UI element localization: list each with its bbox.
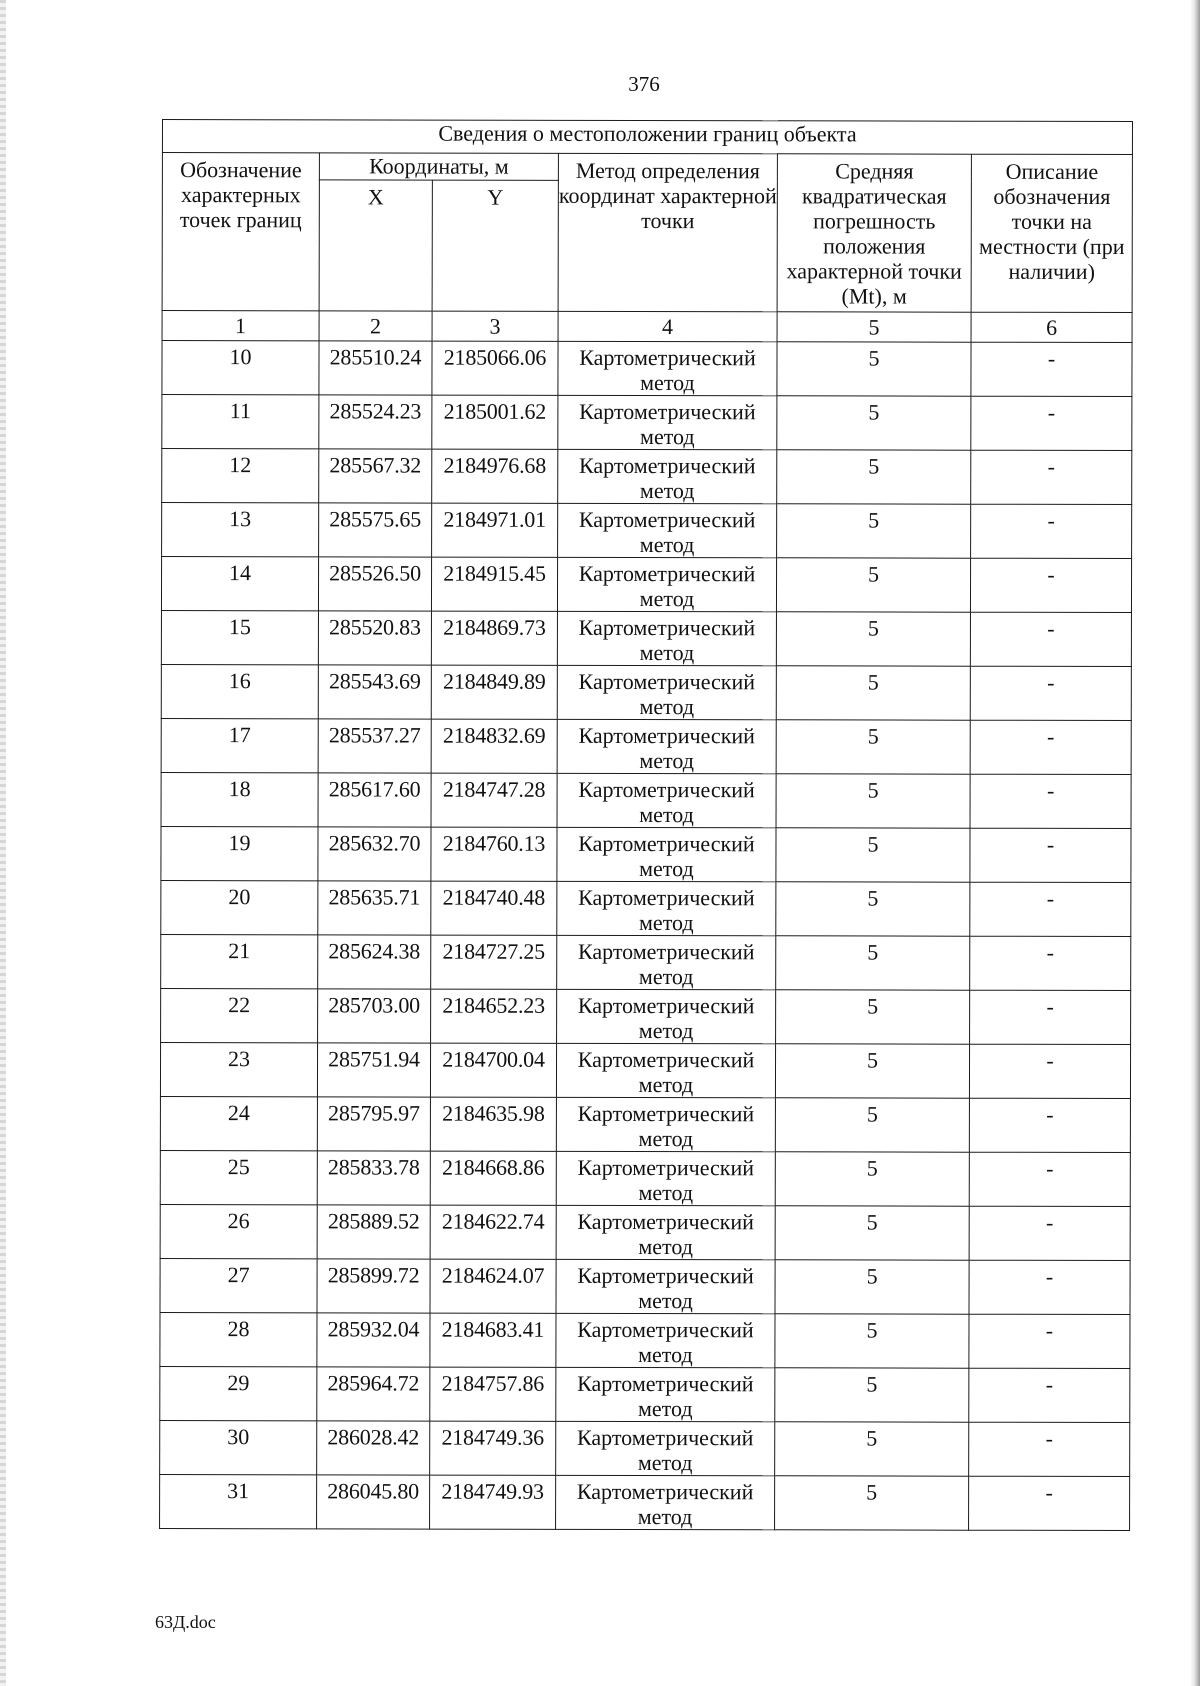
cell-x: 285964.72 [317,1367,430,1421]
table-body [160,341,1133,1531]
column-number: 6 [971,312,1132,342]
cell-y: 2184624.07 [430,1259,556,1313]
cell-error: 5 [776,936,970,990]
cell-error: 5 [777,504,971,558]
table-row [160,1150,1130,1206]
header-point: Обозначение характерных точек границ [162,153,319,311]
cell-error: 5 [775,1476,969,1530]
table-row [160,1474,1130,1530]
table-row [162,395,1132,451]
cell-method: Картометрический метод [556,1097,775,1151]
cell-error: 5 [777,396,971,450]
cell-description: - [971,342,1132,396]
cell-y: 2185066.06 [432,341,558,395]
table-caption: Сведения о местоположении границ объекта [162,120,1132,155]
scan-edge-right [1190,0,1200,1686]
cell-x: 285889.52 [317,1205,430,1259]
table-row [162,503,1132,559]
cell-method: Картометрический метод [557,989,776,1043]
cell-y: 2184832.69 [431,719,557,773]
cell-x: 285833.78 [317,1151,430,1205]
cell-point: 11 [162,395,319,449]
table-row [161,718,1131,774]
cell-y: 2184915.45 [431,557,557,611]
header-error: Средняя квадратическая погрешность положения характерной точки (Mt), м [777,154,971,312]
cell-error: 5 [775,1206,969,1260]
cell-method: Картометрический метод [556,1313,775,1367]
cell-point: 15 [161,610,318,664]
table-row [161,988,1131,1044]
cell-x: 285520.83 [318,611,431,665]
cell-description: - [970,612,1131,666]
cell-error: 5 [776,666,970,720]
cell-method: Картометрический метод [557,935,776,989]
table-row [160,1096,1130,1152]
cell-point: 21 [161,934,318,988]
cell-error: 5 [776,990,970,1044]
cell-method: Картометрический метод [556,1421,775,1475]
table-row [161,772,1131,828]
cell-y: 2184971.01 [432,503,558,557]
cell-y: 2184652.23 [431,989,557,1043]
cell-method: Картометрический метод [558,449,777,503]
cell-description: - [970,936,1131,990]
cell-point: 17 [161,718,318,772]
column-number-row [162,311,1132,343]
cell-y: 2184747.28 [431,773,557,827]
cell-x: 285624.38 [318,935,431,989]
cell-y: 2184869.73 [431,611,557,665]
cell-description: - [969,1476,1130,1530]
cell-method: Картометрический метод [557,773,776,827]
cell-method: Картометрический метод [557,827,776,881]
cell-point: 23 [160,1042,317,1096]
cell-point: 16 [161,664,318,718]
cell-x: 285575.65 [319,503,432,557]
boundary-coordinates-table [159,119,1133,1531]
cell-description: - [970,720,1131,774]
cell-point: 28 [160,1312,317,1366]
cell-description: - [969,1368,1130,1422]
cell-error: 5 [775,1314,969,1368]
cell-description: - [969,1152,1130,1206]
cell-x: 286045.80 [317,1475,430,1529]
cell-x: 285751.94 [317,1043,430,1097]
cell-method: Картометрический метод [556,1043,775,1097]
cell-description: - [970,990,1131,1044]
cell-point: 29 [160,1366,317,1420]
cell-y: 2184757.86 [430,1367,556,1421]
cell-description: - [971,450,1132,504]
cell-point: 10 [162,341,319,395]
cell-error: 5 [776,720,970,774]
cell-x: 285703.00 [318,989,431,1043]
cell-point: 26 [160,1204,317,1258]
cell-y: 2184683.41 [430,1313,556,1367]
cell-y: 2184749.93 [430,1475,556,1529]
cell-point: 24 [160,1096,317,1150]
table-row [162,449,1132,505]
cell-description: - [969,1044,1130,1098]
cell-description: - [971,396,1132,450]
cell-method: Картометрический метод [557,719,776,773]
cell-y: 2184976.68 [432,449,558,503]
table-row [161,610,1131,666]
header-x: X [319,180,432,311]
cell-description: - [970,828,1131,882]
cell-method: Картометрический метод [557,665,776,719]
table-row [161,934,1131,990]
column-number: 2 [319,311,432,341]
cell-method: Картометрический метод [556,1475,775,1529]
cell-method: Картометрический метод [558,395,777,449]
cell-method: Картометрический метод [556,1367,775,1421]
cell-error: 5 [776,774,970,828]
cell-error: 5 [775,1044,969,1098]
table-row [160,1042,1130,1098]
cell-error: 5 [776,882,970,936]
table-row [161,826,1131,882]
cell-point: 25 [160,1150,317,1204]
table-row [160,1258,1130,1314]
cell-x: 285635.71 [318,881,431,935]
cell-point: 31 [160,1474,317,1528]
cell-x: 285795.97 [317,1097,430,1151]
table-row [160,1312,1130,1368]
cell-method: Картометрический метод [557,881,776,935]
cell-x: 285899.72 [317,1259,430,1313]
cell-description: - [971,504,1132,558]
cell-description: - [969,1422,1130,1476]
cell-description: - [969,1206,1130,1260]
cell-point: 14 [161,557,318,611]
cell-point: 12 [162,449,319,503]
cell-error: 5 [776,612,970,666]
cell-method: Картометрический метод [556,1151,775,1205]
cell-method: Картометрический метод [556,1259,775,1313]
table-row [160,1366,1130,1422]
cell-x: 285537.27 [318,719,431,773]
cell-description: - [969,1098,1130,1152]
table-row [160,1420,1130,1476]
header-method: Метод определения координат характерной точки [558,153,777,311]
cell-description: - [970,558,1131,612]
cell-error: 5 [775,1422,969,1476]
cell-point: 22 [161,988,318,1042]
scan-edge-left [0,0,6,1686]
cell-x: 285526.50 [318,557,431,611]
cell-x: 285617.60 [318,773,431,827]
column-number: 3 [432,311,558,341]
header-coordinates: Координаты, м [319,153,558,181]
cell-x: 285632.70 [318,827,431,881]
cell-description: - [970,666,1131,720]
cell-error: 5 [775,1152,969,1206]
table-row [161,557,1131,613]
cell-point: 30 [160,1420,317,1474]
cell-method: Картометрический метод [557,557,776,611]
cell-y: 2184849.89 [431,665,557,719]
cell-error: 5 [776,828,970,882]
cell-x: 285932.04 [317,1313,430,1367]
cell-y: 2184740.48 [431,881,557,935]
table-row [162,341,1132,397]
cell-point: 27 [160,1258,317,1312]
cell-point: 13 [162,503,319,557]
cell-error: 5 [775,1260,969,1314]
cell-method: Картометрический метод [556,1205,775,1259]
cell-error: 5 [777,450,971,504]
cell-y: 2185001.62 [432,395,558,449]
cell-description: - [970,774,1131,828]
cell-y: 2184749.36 [430,1421,556,1475]
header-description: Описание обозначения точки на местности (при наличии) [971,154,1132,312]
cell-error: 5 [777,342,971,396]
footer-filename: 63Д.doc [155,1612,216,1632]
cell-method: Картометрический метод [558,503,777,557]
cell-point: 18 [161,772,318,826]
cell-y: 2184700.04 [430,1043,556,1097]
cell-description: - [970,882,1131,936]
cell-y: 2184635.98 [430,1097,556,1151]
table-row [161,880,1131,936]
table-row [161,664,1131,720]
cell-y: 2184668.86 [430,1151,556,1205]
cell-description: - [969,1260,1130,1314]
cell-description: - [969,1314,1130,1368]
page-number: 376 [628,72,660,96]
cell-method: Картометрический метод [558,341,777,395]
cell-x: 286028.42 [317,1421,430,1475]
cell-y: 2184727.25 [431,935,557,989]
cell-y: 2184760.13 [431,827,557,881]
header-y: Y [432,180,558,311]
column-number: 4 [558,311,777,341]
cell-point: 20 [161,880,318,934]
cell-error: 5 [775,1368,969,1422]
cell-x: 285543.69 [318,665,431,719]
cell-method: Картометрический метод [557,611,776,665]
cell-error: 5 [775,1098,969,1152]
column-number: 5 [777,312,971,342]
cell-point: 19 [161,826,318,880]
table-row [160,1204,1130,1260]
cell-y: 2184622.74 [430,1205,556,1259]
cell-x: 285524.23 [319,395,432,449]
cell-x: 285567.32 [319,449,432,503]
cell-x: 285510.24 [319,341,432,395]
column-number: 1 [162,311,319,341]
cell-error: 5 [776,558,970,612]
